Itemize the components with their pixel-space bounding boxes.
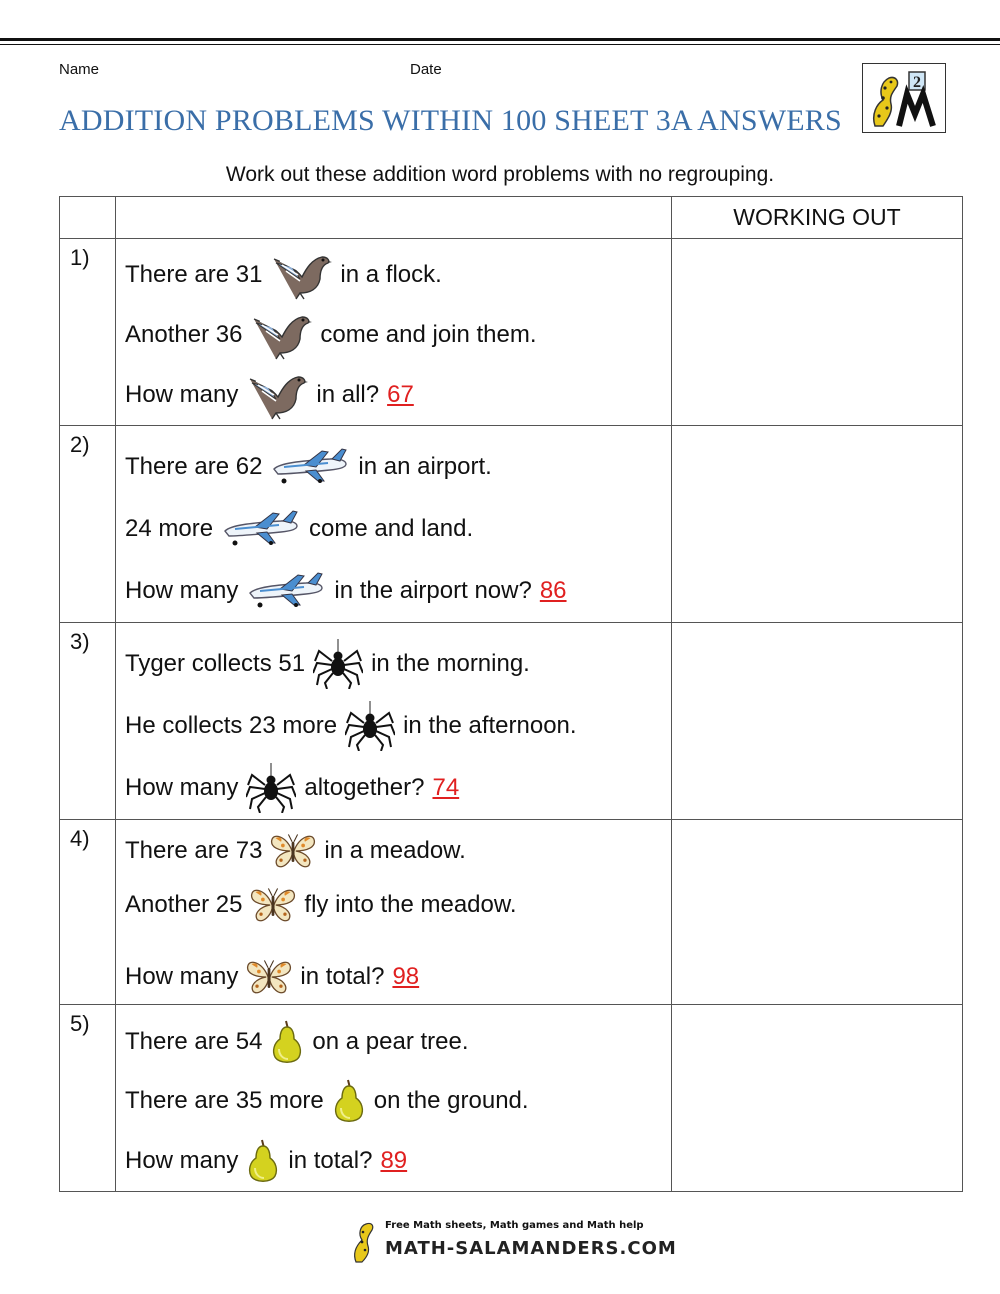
- problem-line: How many in total? 98: [125, 950, 671, 1004]
- problem-text: [116, 426, 672, 623]
- problem-line: How many in total? 89: [125, 1131, 671, 1191]
- problem-text: [116, 623, 672, 820]
- pear-icon: [332, 1078, 366, 1124]
- page-title: ADDITION PROBLEMS WITHIN 100 SHEET 3A ANSWERS: [59, 104, 842, 137]
- problems-table: [59, 196, 963, 1192]
- problem-line: There are 54 on a pear tree.: [125, 1013, 671, 1071]
- spider-icon: [345, 701, 395, 751]
- problem-text: [116, 1005, 672, 1192]
- spider-icon: [246, 763, 296, 813]
- problem-text: [116, 820, 672, 1005]
- working-out-cell[interactable]: [672, 1005, 963, 1192]
- answer: 89: [380, 1147, 408, 1174]
- problem-line: How many in the airport now? 86: [125, 560, 671, 622]
- problem-row-5: [60, 1005, 963, 1192]
- top-rule-thin: [0, 44, 1000, 45]
- answer: 98: [392, 963, 420, 990]
- problem-number: 3): [60, 623, 116, 820]
- spider-icon: [313, 639, 363, 689]
- svg-text:2: 2: [913, 74, 921, 91]
- problem-line: How many in all? 67: [125, 365, 671, 425]
- header-question-cell: [116, 197, 672, 239]
- answer: 67: [387, 381, 414, 408]
- problem-row-1: [60, 239, 963, 426]
- problem-number: 2): [60, 426, 116, 623]
- answer: 74: [432, 774, 460, 801]
- working-out-cell[interactable]: [672, 623, 963, 820]
- problem-line: There are 35 more on the ground.: [125, 1071, 671, 1131]
- working-out-cell[interactable]: [672, 820, 963, 1005]
- problem-line: He collects 23 more in the afternoon.: [125, 695, 671, 757]
- problem-line: There are 31 in a flock.: [125, 245, 671, 305]
- salamander-logo: [862, 63, 946, 133]
- problem-line: Tyger collects 51 in the morning.: [125, 633, 671, 695]
- butterfly-icon: [250, 886, 296, 924]
- butterfly-icon: [246, 958, 292, 996]
- working-out-cell[interactable]: [672, 426, 963, 623]
- salamander-icon: [348, 1218, 384, 1264]
- pear-icon: [246, 1138, 280, 1184]
- problem-line: There are 62 in an airport.: [125, 436, 671, 498]
- top-rule: [0, 38, 1000, 41]
- instructions: Work out these addition word problems with no regrouping.: [225, 163, 775, 186]
- airplane-icon: [221, 509, 301, 549]
- problem-row-3: [60, 623, 963, 820]
- bird-icon: [270, 249, 332, 301]
- working-out-cell[interactable]: [672, 239, 963, 426]
- footer-tagline: Free Math sheets, Math games and Math help: [385, 1220, 644, 1231]
- pear-icon: [270, 1019, 304, 1065]
- header-num-cell: [60, 197, 116, 239]
- answer: 86: [539, 577, 567, 604]
- salamander-icon: [874, 77, 898, 126]
- problem-line: Another 25 fly into the meadow.: [125, 878, 671, 932]
- problem-line: 24 more come and land.: [125, 498, 671, 560]
- airplane-icon: [246, 571, 326, 611]
- problem-text: [116, 239, 672, 426]
- problem-number: 1): [60, 239, 116, 426]
- problem-number: 4): [60, 820, 116, 1005]
- problem-row-4: [60, 820, 963, 1005]
- problem-row-2: [60, 426, 963, 623]
- bird-icon: [246, 369, 308, 421]
- table-header-row: [60, 197, 963, 239]
- working-out-header: WORKING OUT: [672, 197, 963, 239]
- name-label: Name: [59, 61, 100, 78]
- problem-line: Another 36 come and join them.: [125, 305, 671, 365]
- bird-icon: [250, 309, 312, 361]
- problem-line: How many altogether? 74: [125, 757, 671, 819]
- airplane-icon: [270, 447, 350, 487]
- problem-number: 5): [60, 1005, 116, 1192]
- problem-line: There are 73 in a meadow.: [125, 824, 671, 878]
- butterfly-icon: [270, 832, 316, 870]
- date-label: Date: [410, 61, 442, 78]
- footer-site[interactable]: MATH-SALAMANDERS.COM: [385, 1238, 677, 1259]
